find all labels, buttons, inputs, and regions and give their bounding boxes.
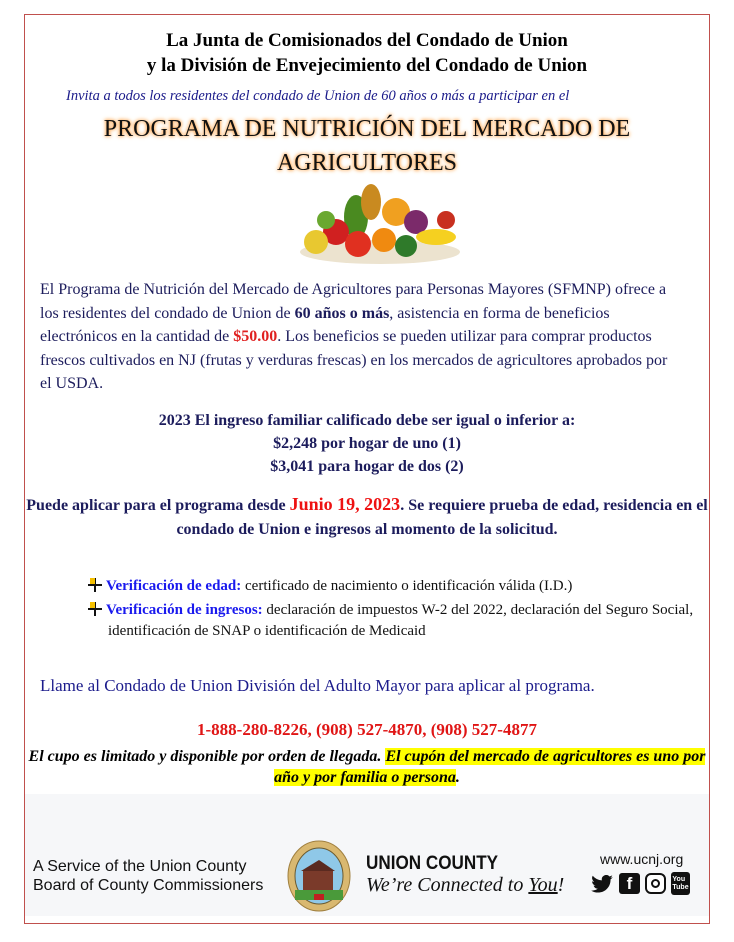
phone-numbers[interactable]: 1-888-280-8226, (908) 527-4870, (908) 527-4877 <box>197 720 537 739</box>
income-two-persons: $3,041 para hogar de dos (2) <box>270 458 464 475</box>
tagline-end: ! <box>557 874 565 896</box>
title-line-2: y la División de Envejecimiento del Condado de Union <box>146 55 588 76</box>
benefit-amount: $50.00 <box>233 328 278 345</box>
service-line-1: A Service of the Union County <box>33 858 247 875</box>
instagram-icon[interactable] <box>645 873 666 894</box>
program-title <box>24 112 710 180</box>
fruit-vegetables-image <box>296 182 464 268</box>
bullet-icon <box>88 602 102 616</box>
service-text <box>33 857 263 895</box>
title-line-1: La Junta de Comisionados del Condado de Union <box>166 30 568 51</box>
intro-text: . Los beneficios se pueden utilizar para comprar productos frescos cultivados en NJ (frutas y verduras frescas) en los mercados de agricultores aprobados por el USDA. <box>40 328 668 392</box>
highlighted-text: El cupón del mercado de agricultores es uno por año y por familia o persona <box>274 748 706 786</box>
apply-date: Junio 19, 2023 <box>289 494 401 514</box>
apply-text: Puede aplicar para el programa desde <box>26 497 290 514</box>
income-one-person: $2,248 por hogar de uno (1) <box>273 435 461 452</box>
website-link[interactable]: www.ucnj.org <box>600 851 684 867</box>
verification-label: Verificación de ingresos: <box>106 602 263 618</box>
limit-end: . <box>455 769 460 786</box>
limit-text: El cupo es limitado y disponible por orden de llegada. <box>28 748 386 765</box>
program-title-line-1: PROGRAMA DE NUTRICIÓN DEL MERCADO DE <box>103 116 631 142</box>
verification-label: Verificación de edad: <box>106 578 242 594</box>
call-text: Llame al Condado de Union División del Adulto Mayor para aplicar al programa. <box>40 676 595 695</box>
tagline-text: We’re Connected to <box>366 874 529 896</box>
verification-item <box>88 600 708 642</box>
invite-text: Invita a todos los residentes del condado de Union de 60 años o más a participar en el <box>66 88 570 104</box>
twitter-icon[interactable] <box>590 873 614 895</box>
tagline <box>366 874 564 897</box>
service-line-2: Board of County Commissioners <box>33 877 264 894</box>
facebook-icon[interactable]: f <box>619 873 640 894</box>
age-requirement: 60 años o más <box>294 304 390 322</box>
income-limits <box>24 409 710 478</box>
youtube-icon[interactable]: You Tube <box>671 872 690 895</box>
apply-info <box>24 492 710 542</box>
intro-text: , asistencia en forma de beneficios electrónicos en la cantidad de <box>40 304 610 345</box>
intro-paragraph <box>40 278 680 396</box>
limit-notice <box>24 746 710 788</box>
apply-text: . Se requiere prueba de edad, residencia en el condado de Union e ingresos al momento de la solicitud. <box>176 497 708 538</box>
verification-text: declaración de impuestos W-2 del 2022, declaración del Seguro Social, identificación de SNAP o identificación de Medicaid <box>108 602 694 639</box>
verification-item <box>88 576 698 597</box>
social-icons <box>590 872 690 895</box>
bullet-icon <box>88 578 102 592</box>
income-heading: 2023 El ingreso familiar calificado debe ser igual o inferior a: <box>158 412 576 429</box>
county-seal-logo <box>287 840 351 912</box>
verification-text: certificado de nacimiento o identificación válida (I.D.) <box>241 578 573 594</box>
tagline-you: You <box>528 874 558 896</box>
intro-text: El Programa de Nutrición del Mercado de Agricultores para Personas Mayores (SFMNP) ofrece a los residentes del condado de Union de <box>40 281 667 322</box>
brand-name: UNION COUNTY <box>366 853 499 874</box>
program-title-line-2: AGRICULTORES <box>276 150 458 176</box>
